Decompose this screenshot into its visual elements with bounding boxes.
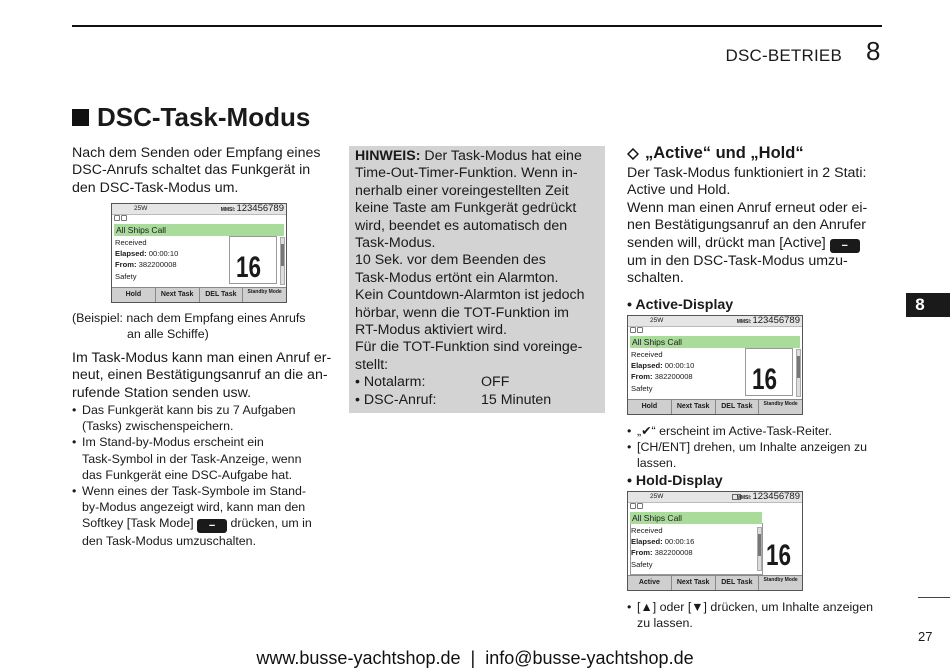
radio-display-example xyxy=(111,203,287,303)
section-title xyxy=(72,102,310,133)
elapsed-label: Elapsed: xyxy=(631,537,663,547)
hint-line: stellt: xyxy=(355,356,389,373)
para-line: schalten. xyxy=(627,270,684,287)
note-item: • [▲] oder [▼] drücken, um Inhalte anzeigen zu lassen. xyxy=(627,600,873,631)
from-row xyxy=(115,259,178,270)
elapsed-row xyxy=(631,536,694,547)
mmsi-label: MMSI: xyxy=(736,319,752,325)
hint-line: Für die TOT-Funktion sind voreinge- xyxy=(355,339,583,356)
mmsi-label: MMSI: xyxy=(220,207,236,213)
active-notes xyxy=(627,423,887,472)
from-value: 382200008 xyxy=(654,372,693,382)
radio-display-active xyxy=(627,315,803,415)
elapsed-label: Elapsed: xyxy=(631,361,663,371)
note-line: „✔“ erscheint im Active-Task-Reiter. xyxy=(637,424,832,438)
received-text: Received xyxy=(631,526,663,535)
channel-number: 16 xyxy=(236,251,262,284)
power-indicator: 25W xyxy=(650,317,664,324)
task-icon xyxy=(630,503,636,509)
bullet-line xyxy=(82,515,312,533)
task-icons xyxy=(114,215,128,222)
task-icon xyxy=(637,327,643,333)
note-item: • „✔“ erscheint im Active-Task-Reiter. xyxy=(627,424,832,438)
softkey[interactable]: Active xyxy=(628,576,672,590)
scrollbar xyxy=(796,349,801,397)
received-text: Received xyxy=(631,350,663,359)
task-icon xyxy=(121,215,127,221)
from-row xyxy=(631,547,694,558)
softkey[interactable]: DEL Task xyxy=(716,400,760,414)
call-title: All Ships Call xyxy=(630,336,800,348)
intro-line: DSC-Anrufs schaltet das Funkgerät in xyxy=(72,162,311,179)
channel-number: 16 xyxy=(752,363,778,396)
softkey[interactable]: Hold xyxy=(628,400,672,414)
bullet-text: Softkey [Task Mode] xyxy=(82,516,194,531)
hint-line: nerhalb einer voreingestellten Zeit xyxy=(355,182,569,199)
para-line: neut, einen Bestätigungsanruf an die an- xyxy=(72,367,328,384)
chapter-title: DSC-BETRIEB xyxy=(725,46,842,65)
mmsi-value: 123456789 xyxy=(752,315,800,326)
call-info xyxy=(631,349,694,394)
bullet-line: den Task-Modus umzuschalten. xyxy=(82,534,257,549)
setting-label: • Notalarm: xyxy=(355,374,426,391)
softkey-bar xyxy=(628,575,802,590)
note-line: lassen. xyxy=(637,456,677,471)
softkey-bar xyxy=(112,287,286,302)
softkey[interactable]: Standby Mode xyxy=(763,577,798,583)
para-text: senden will, drückt man [Active] xyxy=(627,234,826,251)
setting-value: OFF xyxy=(481,374,510,391)
para-line: Wenn man einen Anruf erneut oder ei- xyxy=(627,199,868,216)
from-value: 382200008 xyxy=(138,260,177,270)
hint-line: keine Taste am Funkgerät gedrückt xyxy=(355,200,577,217)
hint-label: HINWEIS: xyxy=(355,148,421,164)
task-icon xyxy=(637,503,643,509)
active-display-title: Active-Display xyxy=(635,297,734,313)
para-line: nen Bestätigungsanruf an den Anrufer xyxy=(627,217,866,234)
hint-line: Task-Modus ertönt ein Alarmton. xyxy=(355,269,559,286)
mmsi-readout xyxy=(737,491,800,502)
mmsi-value: 123456789 xyxy=(236,203,284,214)
softkey[interactable]: Hold xyxy=(112,288,156,302)
softkey[interactable]: Standby Mode xyxy=(763,401,798,407)
bullet-line: das Funkgerät eine DSC-Aufgabe hat. xyxy=(82,467,293,482)
received-text: Received xyxy=(115,238,147,247)
power-indicator: 25W xyxy=(650,493,664,500)
softkey[interactable]: Standby Mode xyxy=(247,289,282,295)
hint-line: RT-Modus aktiviert wird. xyxy=(355,322,507,339)
softkey[interactable]: Next Task xyxy=(672,576,716,590)
section-title-text: DSC-Task-Modus xyxy=(97,102,311,132)
hold-notes xyxy=(627,599,902,631)
mmsi-label: MMSI: xyxy=(736,495,752,501)
para-line: um in den DSC-Task-Modus umzu- xyxy=(627,252,848,269)
hint-line: wird, beendet es automatisch den xyxy=(355,217,568,234)
elapsed-row xyxy=(631,360,694,371)
intro-paragraph xyxy=(72,145,342,197)
active-display-heading: • Active-Display xyxy=(627,297,734,313)
hold-display-title: Hold-Display xyxy=(635,473,723,489)
mmsi-readout xyxy=(737,315,800,326)
from-label: From: xyxy=(631,372,653,382)
softkey[interactable]: DEL Task xyxy=(716,576,760,590)
hint-text: Der Task-Modus hat eine xyxy=(424,148,582,164)
elapsed-value: 00:00:16 xyxy=(664,537,695,547)
note-line: zu lassen. xyxy=(637,616,693,631)
from-label: From: xyxy=(115,260,137,270)
chapter-number: 8 xyxy=(866,36,881,66)
call-title: All Ships Call xyxy=(114,224,284,236)
para-line: Active und Hold. xyxy=(627,182,731,199)
call-info xyxy=(631,525,694,570)
elapsed-value: 00:00:10 xyxy=(664,361,695,371)
para-line: rufende Station senden usw. xyxy=(72,384,252,401)
para-line: Der Task-Modus funktioniert in 2 Stati: xyxy=(627,165,867,181)
active-hold-paragraph xyxy=(627,165,887,287)
footer-text: www.busse-yachtshop.de | info@busse-yachtshop.de xyxy=(256,648,694,668)
hint-setting-row xyxy=(355,392,599,409)
chapter-side-tab: 8 xyxy=(906,293,950,317)
task-icon xyxy=(114,215,120,221)
diamond-icon xyxy=(627,148,639,160)
task-icons xyxy=(630,503,644,510)
mmsi-readout xyxy=(221,203,284,214)
channel-number: 16 xyxy=(766,539,792,572)
elapsed-row xyxy=(115,248,178,259)
task-icons xyxy=(630,327,644,334)
softkey-bar xyxy=(628,399,802,414)
bullet-line: by-Modus angezeigt wird, kann man den xyxy=(82,500,306,515)
softkey-minus-icon: − xyxy=(830,239,860,253)
softkey-minus-icon: − xyxy=(197,519,227,533)
note-line: [CH/ENT] drehen, um Inhalte anzeigen zu xyxy=(637,440,868,455)
caption-line: an alle Schiffe) xyxy=(127,327,209,342)
from-label: From: xyxy=(631,548,653,558)
bullet-item: • Im Stand-by-Modus erscheint ein Task-Symbol in der Task-Anzeige, wenn das Funkgerät eine DSC-Aufgabe hat. xyxy=(72,435,302,482)
from-value: 382200008 xyxy=(654,548,693,558)
setting-label: • DSC-Anruf: xyxy=(355,391,437,408)
from-row xyxy=(631,371,694,382)
bullet-line: Task-Symbol in der Task-Anzeige, wenn xyxy=(82,451,302,466)
note-line: [▲] oder [▼] drücken, um Inhalte anzeigen xyxy=(637,600,873,614)
radio-display-hold xyxy=(627,491,803,591)
elapsed-label: Elapsed: xyxy=(115,249,147,259)
hint-setting-row xyxy=(355,374,599,391)
bullet-line: Das Funkgerät kann bis zu 7 Aufgaben xyxy=(82,403,296,417)
task-icon xyxy=(630,327,636,333)
hint-line: Task-Modus. xyxy=(355,235,436,252)
setting-value: 15 Minuten xyxy=(481,391,552,408)
category-text: Safety xyxy=(631,383,653,393)
page-rule xyxy=(918,597,950,598)
scrollbar xyxy=(757,527,762,571)
bullet-item: • Das Funkgerät kann bis zu 7 Aufgaben (Tasks) zwischenspeichern. xyxy=(72,403,296,434)
page-number: 27 xyxy=(918,629,933,644)
softkey[interactable]: Next Task xyxy=(672,400,716,414)
hold-display-heading: • Hold-Display xyxy=(627,473,723,489)
bullet-text: drücken, um in xyxy=(230,516,312,531)
bullet-line: Im Stand-by-Modus erscheint ein xyxy=(82,435,264,450)
softkey[interactable]: DEL Task xyxy=(200,288,244,302)
call-title: All Ships Call xyxy=(630,512,762,524)
bullet-item: • Wenn eines der Task-Symbole im Stand- by-Modus angezeigt wird, kann man den Softkey [Task Mode] − drücken, um in den Task-Modus umzuschalten. xyxy=(72,484,312,549)
note-item: • [CH/ENT] drehen, um Inhalte anzeigen zu lassen. xyxy=(627,440,868,471)
mmsi-value: 123456789 xyxy=(752,491,800,502)
hint-line: Kein Countdown-Alarmton ist jedoch xyxy=(355,287,585,304)
task-mode-paragraph xyxy=(72,350,342,402)
left-bullets xyxy=(72,402,337,550)
top-rule xyxy=(72,25,882,27)
hint-line: Time-Out-Timer-Funktion. Wenn in- xyxy=(355,165,578,182)
hint-line: 10 Sek. vor dem Beenden des xyxy=(355,252,546,269)
subheading-text: „Active“ und „Hold“ xyxy=(645,144,804,162)
elapsed-value: 00:00:10 xyxy=(148,249,179,259)
para-line xyxy=(627,235,887,253)
square-bullet-icon xyxy=(72,109,89,126)
bullet-line: (Tasks) zwischenspeichern. xyxy=(82,419,234,434)
power-indicator: 25W xyxy=(134,205,148,212)
bullet-line: Wenn eines der Task-Symbole im Stand- xyxy=(82,484,307,499)
call-info xyxy=(115,237,178,282)
hint-first-line xyxy=(355,148,599,165)
para-line: Im Task-Modus kann man einen Anruf er- xyxy=(72,350,332,366)
softkey[interactable]: Next Task xyxy=(156,288,200,302)
caption-line: (Beispiel: nach dem Empfang eines Anrufs xyxy=(72,311,306,325)
category-text: Safety xyxy=(631,559,653,569)
hint-box xyxy=(349,146,605,413)
hint-line: hörbar, wenn die TOT-Funktion im xyxy=(355,304,569,321)
category-text: Safety xyxy=(115,271,137,281)
scrollbar xyxy=(280,237,285,285)
intro-line: Nach dem Senden oder Empfang eines xyxy=(72,145,321,161)
intro-line: den DSC-Task-Modus um. xyxy=(72,179,239,196)
example-caption xyxy=(72,310,342,342)
subheading xyxy=(627,144,804,163)
